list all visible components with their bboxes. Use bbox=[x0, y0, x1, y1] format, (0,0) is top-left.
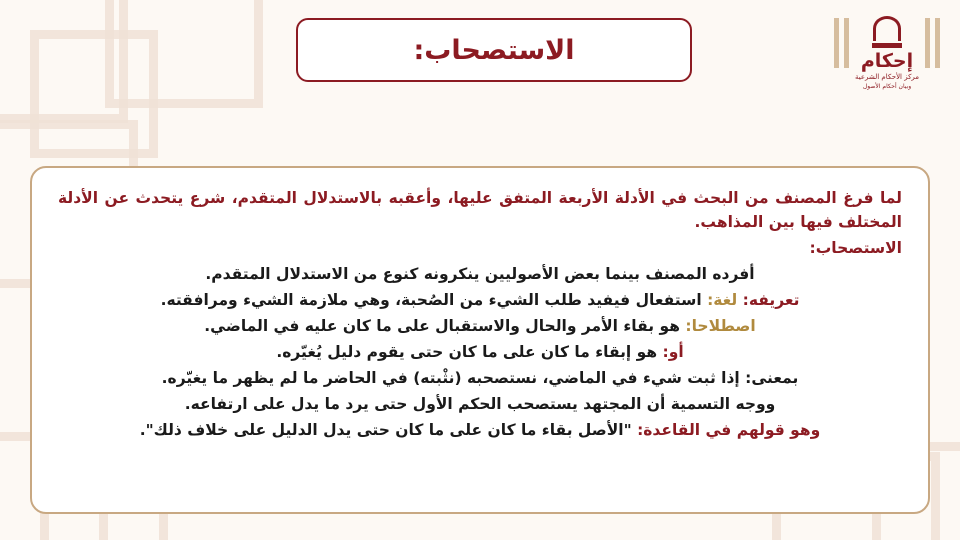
slide-header bbox=[0, 10, 960, 90]
definition-line-text: أفرده المصنف بينما بعض الأصوليين ينكرونه كنوع من الاستدلال المتقدم. bbox=[205, 265, 755, 284]
definition-linguistic bbox=[58, 288, 902, 312]
meaning-label: بمعنى: bbox=[745, 369, 799, 388]
mosque-dome-icon bbox=[870, 16, 904, 52]
definition-alternate bbox=[58, 340, 902, 364]
definition-alternate-text: هو إبقاء ما كان على ما كان حتى يقوم دليل يُغيّره. bbox=[276, 343, 658, 362]
logo-subtitle-secondary: وبيان أحكام الأصول bbox=[862, 83, 912, 90]
definition-label: تعريفه: bbox=[742, 291, 800, 310]
definition-linguistic-text: استفعال فيفيد طلب الشيء من الصُحبة، وهي ملازمة الشيء ومرافقته. bbox=[160, 291, 702, 310]
definition-alternate-label: أو: bbox=[662, 343, 684, 362]
section-heading: الاستصحاب: bbox=[809, 239, 902, 258]
content-card bbox=[30, 166, 930, 514]
naming-text: ووجه التسمية أن المجتهد يستصحب الحكم الأول حتى يرد ما يدل على ارتفاعه. bbox=[184, 395, 776, 414]
definition-sublabel: لغة: bbox=[707, 291, 738, 310]
definition-technical-label: اصطلاحا: bbox=[685, 317, 756, 336]
logo-name: إحكام bbox=[860, 50, 914, 72]
naming-line bbox=[58, 392, 902, 416]
intro-paragraph: لما فرغ المصنف من البحث في الأدلة الأربعة المتفق عليها، وأعقبه بالاستدلال المتقدم، شرع يتحدث عن الأدلة المختلف فيها بين المذاهب. bbox=[58, 189, 902, 232]
meaning-line bbox=[58, 366, 902, 390]
rule-text: "الأصل بقاء ما كان على ما كان حتى يدل الدليل على خلاف ذلك". bbox=[139, 421, 632, 440]
definition-technical-text: هو بقاء الأمر والحال والاستقبال على ما كان عليه في الماضي. bbox=[204, 317, 680, 336]
meaning-text: إذا ثبت شيء في الماضي، نستصحبه (نثْبته) في الحاضر ما لم يظهر ما يغيّره. bbox=[161, 369, 740, 388]
definition-line bbox=[58, 262, 902, 286]
rule-line bbox=[58, 418, 902, 442]
definition-technical bbox=[58, 314, 902, 338]
brand-logo bbox=[832, 16, 942, 102]
rule-label: وهو قولهم في القاعدة: bbox=[637, 421, 821, 440]
page-title: الاستصحاب: bbox=[413, 34, 575, 66]
logo-subtitle: مركز الأحكام الشرعية bbox=[854, 73, 920, 81]
page-title-box bbox=[296, 18, 692, 82]
